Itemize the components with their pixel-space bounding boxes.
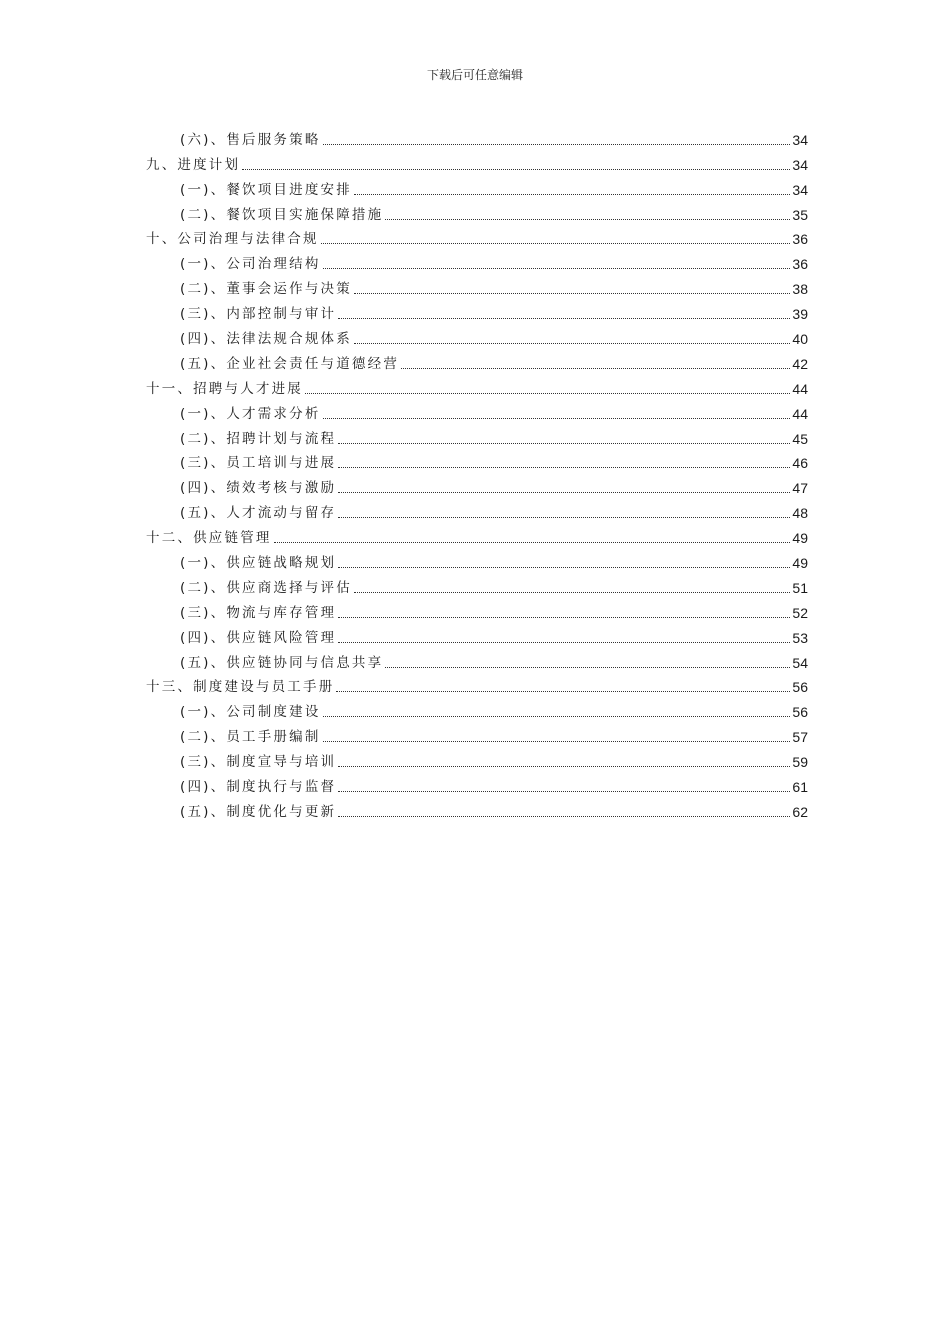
- toc-dot-leader: [321, 243, 791, 244]
- toc-dot-leader: [385, 667, 790, 668]
- toc-dot-leader: [242, 169, 790, 170]
- toc-entry-page-number: 61: [792, 779, 808, 796]
- toc-entry[interactable]: [146, 174, 808, 199]
- toc-entry-label: (六)、售后服务策略: [180, 131, 321, 148]
- toc-entry-label: (一)、供应链战略规划: [180, 555, 337, 572]
- toc-dot-leader: [354, 592, 790, 593]
- toc-entry[interactable]: [146, 124, 808, 149]
- toc-entry-page-number: 49: [792, 530, 808, 547]
- toc-entry-page-number: 34: [792, 181, 808, 198]
- toc-dot-leader: [338, 791, 790, 792]
- toc-entry-page-number: 62: [792, 803, 808, 820]
- toc-entry-label: (五)、人才流动与留存: [180, 505, 337, 522]
- toc-dot-leader: [354, 293, 790, 294]
- toc-entry-page-number: 40: [792, 331, 808, 348]
- toc-entry-label: 十、公司治理与法律合规: [146, 231, 319, 248]
- toc-entry-page-number: 38: [792, 281, 808, 298]
- toc-entry-page-number: 56: [792, 704, 808, 721]
- toc-entry-page-number: 35: [792, 206, 808, 223]
- toc-entry[interactable]: [146, 199, 808, 224]
- toc-entry-page-number: 54: [792, 654, 808, 671]
- toc-entry[interactable]: [146, 224, 808, 249]
- toc-entry-page-number: 42: [792, 355, 808, 372]
- toc-entry-page-number: 56: [792, 679, 808, 696]
- toc-entry-label: (一)、人才需求分析: [180, 405, 321, 422]
- toc-dot-leader: [401, 368, 790, 369]
- toc-entry-page-number: 34: [792, 131, 808, 148]
- toc-entry-page-number: 36: [792, 256, 808, 273]
- toc-entry[interactable]: [146, 796, 808, 821]
- toc-entry-page-number: 53: [792, 629, 808, 646]
- toc-dot-leader: [338, 443, 790, 444]
- toc-entry[interactable]: [146, 771, 808, 796]
- toc-entry[interactable]: [146, 373, 808, 398]
- toc-entry-page-number: 49: [792, 555, 808, 572]
- toc-entry[interactable]: [146, 248, 808, 273]
- toc-entry[interactable]: [146, 298, 808, 323]
- toc-entry-label: (二)、员工手册编制: [180, 729, 321, 746]
- toc-entry-label: (五)、企业社会责任与道德经营: [180, 355, 400, 372]
- toc-dot-leader: [323, 144, 791, 145]
- page-header: 下载后可任意编辑: [426, 68, 523, 82]
- toc-entry-label: (五)、制度优化与更新: [180, 803, 337, 820]
- toc-entry[interactable]: [146, 472, 808, 497]
- toc-dot-leader: [323, 741, 791, 742]
- toc-entry-label: (一)、餐饮项目进度安排: [180, 181, 352, 198]
- toc-entry[interactable]: [146, 497, 808, 522]
- toc-entry-label: 十二、供应链管理: [146, 530, 272, 547]
- toc-entry-page-number: 39: [792, 306, 808, 323]
- toc-entry[interactable]: [146, 746, 808, 771]
- toc-entry[interactable]: [146, 547, 808, 572]
- toc-entry[interactable]: [146, 423, 808, 448]
- toc-entry-label: (二)、供应商选择与评估: [180, 579, 352, 596]
- toc-dot-leader: [385, 219, 790, 220]
- toc-entry-label: 十一、招聘与人才进展: [146, 380, 303, 397]
- toc-entry-label: (四)、绩效考核与激励: [180, 480, 337, 497]
- toc-dot-leader: [338, 642, 790, 643]
- toc-entry[interactable]: [146, 522, 808, 547]
- toc-entry[interactable]: [146, 323, 808, 348]
- toc-dot-leader: [338, 492, 790, 493]
- toc-entry-label: (三)、内部控制与审计: [180, 306, 337, 323]
- toc-entry[interactable]: [146, 647, 808, 672]
- toc-entry[interactable]: [146, 448, 808, 473]
- toc-dot-leader: [336, 691, 790, 692]
- toc-dot-leader: [338, 517, 790, 518]
- toc-dot-leader: [274, 542, 791, 543]
- toc-entry-page-number: 44: [792, 405, 808, 422]
- toc-entry[interactable]: [146, 721, 808, 746]
- toc-entry-page-number: 51: [792, 579, 808, 596]
- toc-dot-leader: [338, 318, 790, 319]
- toc-dot-leader: [323, 418, 791, 419]
- toc-entry[interactable]: [146, 597, 808, 622]
- toc-entry[interactable]: [146, 572, 808, 597]
- toc-entry-label: (二)、餐饮项目实施保障措施: [180, 206, 384, 223]
- toc-dot-leader: [323, 268, 791, 269]
- toc-entry-label: 九、进度计划: [146, 156, 241, 173]
- toc-entry[interactable]: [146, 622, 808, 647]
- toc-entry-page-number: 44: [792, 380, 808, 397]
- toc-entry-label: 十三、制度建设与员工手册: [146, 679, 335, 696]
- toc-entry-label: (四)、供应链风险管理: [180, 629, 337, 646]
- toc-entry-label: (二)、董事会运作与决策: [180, 281, 352, 298]
- toc-dot-leader: [338, 617, 790, 618]
- toc-entry[interactable]: [146, 348, 808, 373]
- toc-dot-leader: [354, 343, 790, 344]
- toc-entry[interactable]: [146, 672, 808, 697]
- toc-entry[interactable]: [146, 398, 808, 423]
- toc-dot-leader: [354, 194, 790, 195]
- toc-entry[interactable]: [146, 149, 808, 174]
- toc-dot-leader: [338, 816, 790, 817]
- toc-entry-label: (三)、制度宣导与培训: [180, 754, 337, 771]
- toc-entry-label: (四)、制度执行与监督: [180, 779, 337, 796]
- toc-entry[interactable]: [146, 273, 808, 298]
- toc-entry-label: (四)、法律法规合规体系: [180, 331, 352, 348]
- toc-entry-page-number: 36: [792, 231, 808, 248]
- toc-entry-page-number: 46: [792, 455, 808, 472]
- toc-dot-leader: [338, 766, 790, 767]
- toc-dot-leader: [323, 716, 791, 717]
- toc-entry-label: (二)、招聘计划与流程: [180, 430, 337, 447]
- toc-entry-page-number: 59: [792, 754, 808, 771]
- toc-dot-leader: [338, 567, 790, 568]
- toc-entry-label: (一)、公司制度建设: [180, 704, 321, 721]
- toc-dot-leader: [338, 467, 790, 468]
- toc-entry-page-number: 48: [792, 505, 808, 522]
- toc-entry-label: (一)、公司治理结构: [180, 256, 321, 273]
- toc-entry-label: (三)、物流与库存管理: [180, 604, 337, 621]
- toc-dot-leader: [305, 393, 790, 394]
- toc-entry-page-number: 34: [792, 156, 808, 173]
- table-of-contents: [146, 124, 808, 821]
- toc-entry-label: (五)、供应链协同与信息共享: [180, 654, 384, 671]
- toc-entry-page-number: 52: [792, 604, 808, 621]
- toc-entry-page-number: 57: [792, 729, 808, 746]
- toc-entry-label: (三)、员工培训与进展: [180, 455, 337, 472]
- toc-entry[interactable]: [146, 696, 808, 721]
- toc-entry-page-number: 45: [792, 430, 808, 447]
- toc-entry-page-number: 47: [792, 480, 808, 497]
